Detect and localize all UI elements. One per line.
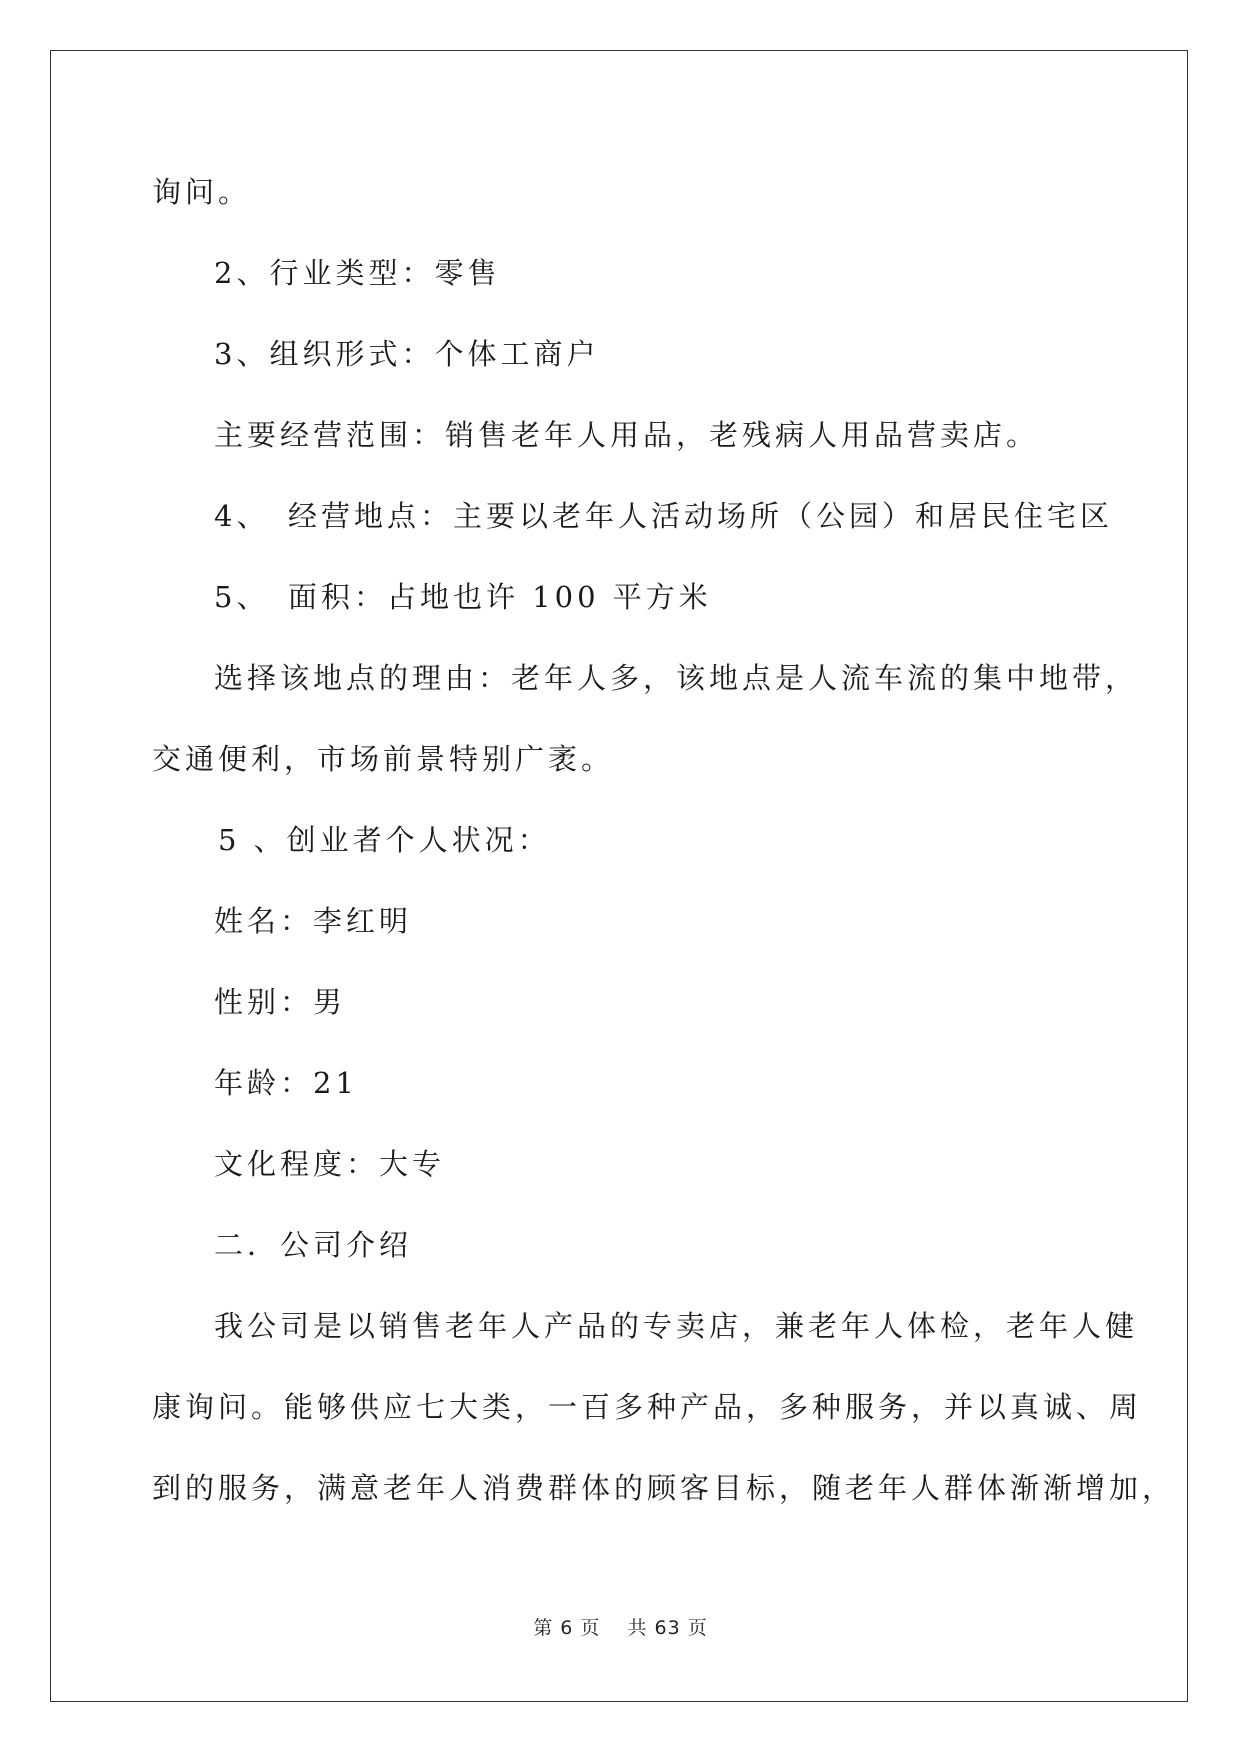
text-line: 2、行业类型：零售 bbox=[214, 256, 501, 290]
text-line: 选择该地点的理由：老年人多，该地点是人流车流的集中地带， bbox=[214, 661, 1139, 695]
section-heading: 二．公司介绍 bbox=[214, 1228, 413, 1262]
text-line: 5 、创业者个人状况： bbox=[218, 823, 551, 857]
text-line: 询问。 bbox=[152, 175, 252, 209]
page-number: 第 6 页 共 63 页 bbox=[533, 1617, 708, 1639]
page-border bbox=[50, 50, 1188, 1702]
text-line: 交通便利，市场前景特别广袤。 bbox=[152, 742, 615, 776]
text-line: 年龄：21 bbox=[214, 1066, 358, 1100]
text-line: 康询问。能够供应七大类，一百多种产品，多种服务，并以真诚、周 bbox=[152, 1390, 1143, 1424]
text-line: 到的服务，满意老年人消费群体的顾客目标，随老年人群体渐渐增加， bbox=[152, 1471, 1176, 1505]
text-line: 姓名：李红明 bbox=[214, 904, 413, 938]
text-line: 5、 面积：占地也许 100 平方米 bbox=[214, 580, 712, 614]
text-line: 性别：男 bbox=[214, 985, 347, 1019]
text-line: 我公司是以销售老年人产品的专卖店，兼老年人体检，老年人健 bbox=[214, 1309, 1139, 1343]
text-line: 主要经营范围：销售老年人用品，老残病人用品营卖店。 bbox=[214, 418, 1040, 452]
text-line: 3、组织形式：个体工商户 bbox=[214, 337, 600, 371]
text-line: 4、 经营地点：主要以老年人活动场所（公园）和居民住宅区 bbox=[214, 499, 1113, 533]
text-line: 文化程度：大专 bbox=[214, 1147, 446, 1181]
